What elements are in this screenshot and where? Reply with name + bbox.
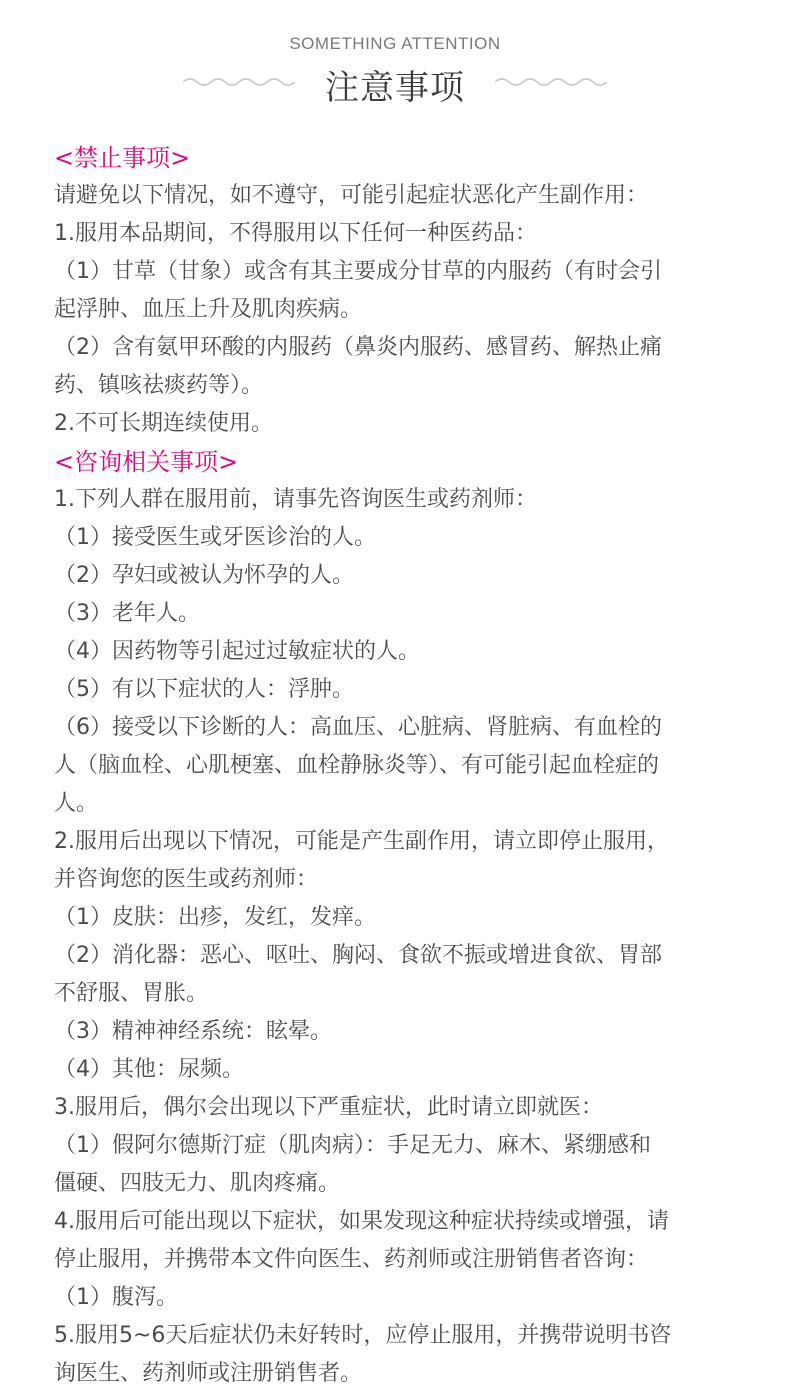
notice-line: （1）腹泻。 — [54, 1285, 178, 1310]
notice-line: （3）老年人。 — [54, 601, 200, 626]
notice-line: 药、镇咳祛痰药等）。 — [54, 373, 264, 398]
notice-line: （2）消化器：恶心、呕吐、胸闷、食欲不振或增进食欲、胃部 — [54, 943, 662, 968]
notice-line: 1.服用本品期间，不得服用以下任何一种医药品： — [54, 221, 537, 246]
notice-line: （6）接受以下诊断的人：高血压、心脏病、肾脏病、有血栓的 — [54, 715, 662, 740]
notice-content — [54, 139, 754, 1393]
notice-line: 并咨询您的医生或药剂师： — [54, 867, 319, 892]
notice-line: （5）有以下症状的人：浮肿。 — [54, 677, 354, 702]
notice-line: （2）含有氨甲环酸的内服药（鼻炎内服药、感冒药、解热止痛 — [54, 335, 662, 360]
notice-line: （3）精神神经系统：眩晕。 — [54, 1019, 332, 1044]
wave-divider-right-icon — [495, 75, 607, 89]
notice-line: 人（脑血栓、心肌梗塞、血栓静脉炎等）、有可能引起血栓症的 — [54, 753, 660, 778]
wave-divider-left-icon — [183, 75, 295, 89]
title-row — [0, 58, 790, 108]
notice-line: （1）甘草（甘象）或含有其主要成分甘草的内服药（有时会引 — [54, 259, 662, 284]
notice-line: 3.服用后，偶尔会出现以下严重症状，此时请立即就医： — [54, 1095, 603, 1120]
notice-line: 2.服用后出现以下情况，可能是产生副作用，请立即停止服用， — [54, 829, 669, 854]
section-header — [0, 0, 790, 120]
section-heading: <禁止事项> — [54, 144, 191, 172]
section-heading: <咨询相关事项> — [54, 448, 239, 476]
notice-line: （4）因药物等引起过过敏症状的人。 — [54, 639, 420, 664]
notice-line: 停止服用，并携带本文件向医生、药剂师或注册销售者咨询： — [54, 1247, 649, 1272]
notice-line: （1）接受医生或牙医诊治的人。 — [54, 525, 376, 550]
section-title: 注意事项 — [325, 68, 465, 108]
notice-line: 僵硬、四肢无力、肌肉疼痛。 — [54, 1171, 341, 1196]
notice-line: 5.服用5~6天后症状仍未好转时，应停止服用，并携带说明书咨 — [54, 1323, 672, 1348]
notice-line: 4.服用后可能出现以下症状，如果发现这种症状持续或增强，请 — [54, 1209, 669, 1234]
notice-line: （1）皮肤：出疹，发红，发痒。 — [54, 905, 376, 930]
notice-line: （4）其他：尿频。 — [54, 1057, 244, 1082]
notice-line: 请避免以下情况，如不遵守，可能引起症状恶化产生副作用： — [54, 183, 649, 208]
notice-line: 不舒服、胃胀。 — [54, 981, 209, 1006]
notice-line: 1.下列人群在服用前，请事先咨询医生或药剂师： — [54, 487, 537, 512]
notice-line: （1）假阿尔德斯汀症（肌肉病）：手足无力、麻木、紧绷感和 — [54, 1133, 651, 1158]
notice-line: （2）孕妇或被认为怀孕的人。 — [54, 563, 354, 588]
notice-line: 2.不可长期连续使用。 — [54, 411, 273, 436]
notice-line: 人。 — [54, 791, 99, 816]
section-subtitle: SOMETHING ATTENTION — [289, 34, 501, 53]
notice-line: 询医生、药剂师或注册销售者。 — [54, 1361, 363, 1386]
notice-line: 起浮肿、血压上升及肌肉疾病。 — [54, 297, 363, 322]
